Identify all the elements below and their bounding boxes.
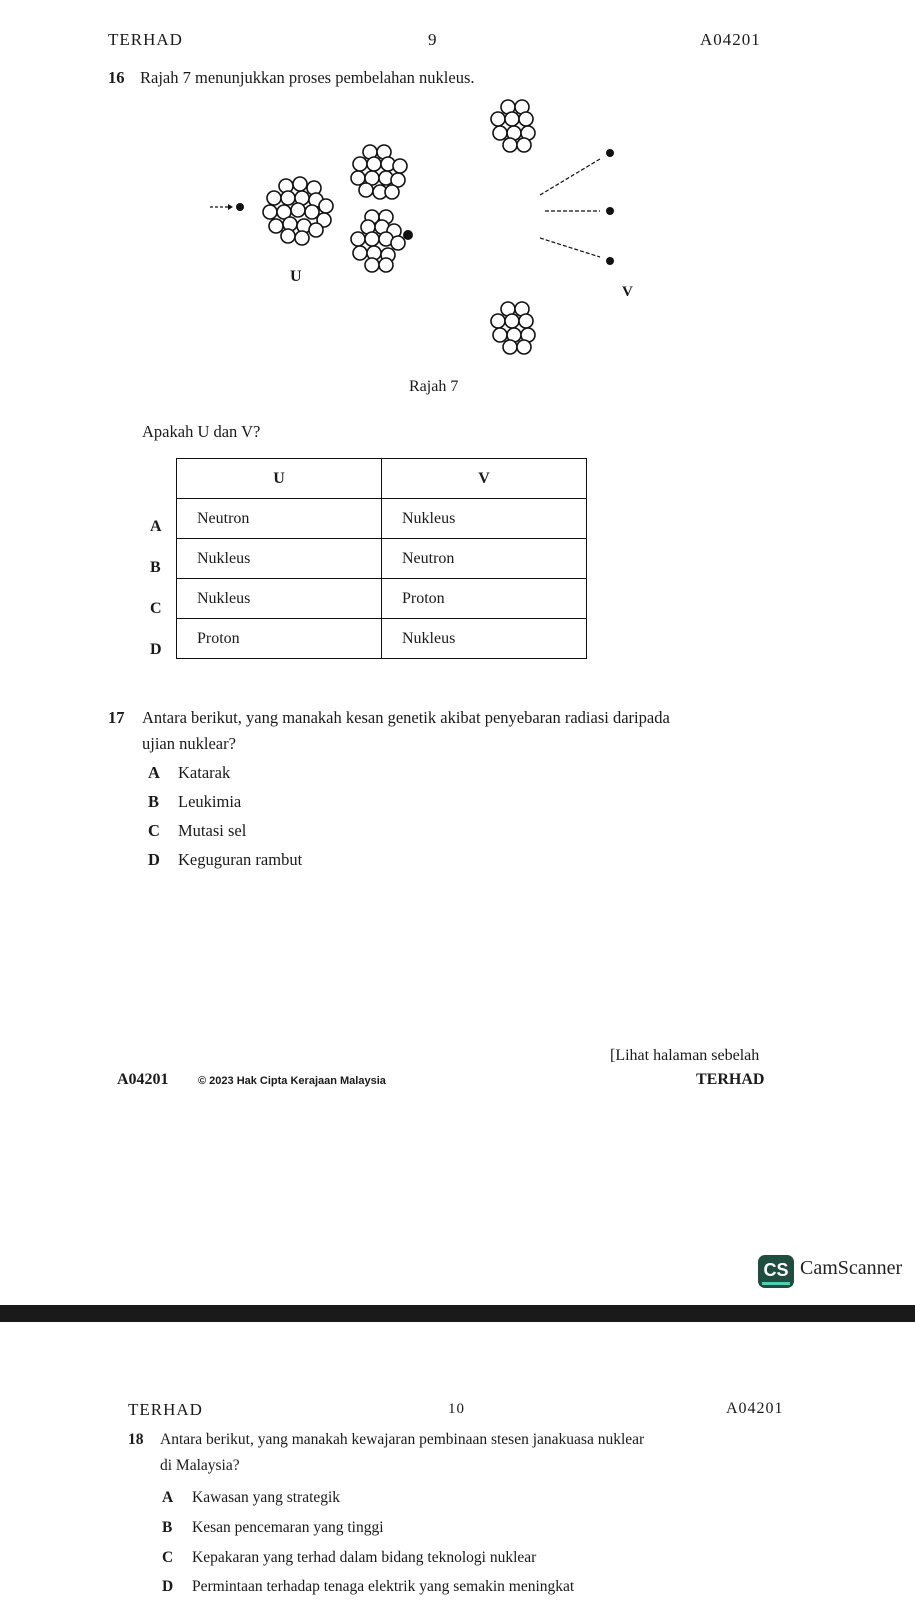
fission-diagram [200,95,660,375]
option-a [162,1489,340,1507]
option-c [162,1549,536,1567]
table-row [177,499,587,539]
option-text: Leukimia [178,792,242,811]
option-d [162,1578,574,1596]
table-cell-v: Nukleus [382,619,587,659]
answer-table [176,458,587,659]
option-text: Kesan pencemaran yang tinggi [192,1519,384,1536]
table-row [177,539,587,579]
option-text: Kepakaran yang terhad dalam bidang teknologi nuklear [192,1549,537,1566]
footer-copyright: © 2023 Hak Cipta Kerajaan Malaysia [198,1075,386,1087]
label-u: U [290,268,302,285]
table-header-v: V [382,459,587,499]
option-letter: D [162,1578,174,1595]
table-cell-u: Nukleus [177,579,382,619]
option-letter: A [150,518,162,535]
table-cell-u: Proton [177,619,382,659]
option-text: Keguguran rambut [178,850,303,869]
option-text: Permintaan terhadap tenaga elektrik yang semakin meningkat [192,1578,575,1595]
question-stem: Rajah 7 menunjukkan proses pembelahan nukleus. [140,68,475,87]
label-v: V [622,284,633,300]
question-stem-line2: ujian nuklear? [142,734,236,753]
question-stem-line1: Antara berikut, yang manakah kesan genetik akibat penyebaran radiasi daripada [142,708,670,727]
nucleus-u [263,177,333,245]
option-letter: D [150,641,162,658]
emitted-neutron-1 [606,149,614,157]
option-c [148,821,246,841]
page-header-right: A04201 [700,30,761,49]
table-cell-v: Proton [382,579,587,619]
question-number: 16 [108,68,125,87]
table-header-row [177,459,587,499]
page-header-left: TERHAD [128,1400,203,1419]
fragment-top [491,100,535,152]
page-number: 9 [428,30,438,49]
table-row [177,579,587,619]
option-letter: B [150,559,161,576]
option-b [162,1519,384,1537]
question-prompt: Apakah U dan V? [142,422,261,441]
option-letter: C [150,600,162,617]
option-letter: C [162,1549,174,1566]
emitted-neutron-3 [606,257,614,265]
question-stem-line1: Antara berikut, yang manakah kewajaran pembinaan stesen janakuasa nuklear [160,1431,645,1448]
table-cell-u: Neutron [177,499,382,539]
option-letter: A [148,763,160,782]
footer-next-page: [Lihat halaman sebelah [610,1047,760,1064]
emitted-neutron-2 [606,207,614,215]
option-letter: D [148,850,160,869]
camscanner-logo: CS [758,1255,794,1288]
question-17 [108,708,773,728]
table-cell-v: Nukleus [382,499,587,539]
incoming-neutron [236,203,244,211]
splitting-nucleus-top [351,145,407,199]
option-text: Kawasan yang strategik [192,1489,341,1506]
footer-code: A04201 [117,1071,169,1088]
page-header-right: A04201 [726,1400,784,1417]
question-number: 18 [128,1431,144,1448]
page-divider [0,1305,915,1322]
table-header-u: U [177,459,382,499]
table-cell-u: Nukleus [177,539,382,579]
question-number: 17 [108,708,125,727]
diagram-caption: Rajah 7 [409,378,459,395]
table-cell-v: Neutron [382,539,587,579]
table-row [177,619,587,659]
fragment-bottom [491,302,535,354]
option-text: Katarak [178,763,231,782]
option-letter: A [162,1489,174,1506]
option-text: Mutasi sel [178,821,247,840]
option-d [148,850,302,870]
question-16 [108,68,475,88]
camscanner-text: CamScanner [800,1257,903,1279]
splitting-nucleus-bottom [351,220,405,272]
option-letter: B [162,1519,173,1536]
page-header-left: TERHAD [108,30,183,49]
neutron-path-1 [540,159,600,195]
neutron-path-3 [540,238,600,257]
page-number: 10 [448,1401,465,1417]
option-b [148,792,241,812]
footer-terhad: TERHAD [696,1071,765,1088]
absorbed-neutron [403,230,413,240]
option-letter: B [148,792,160,811]
option-a [148,763,230,783]
question-stem-line2: di Malaysia? [160,1457,240,1474]
option-letter: C [148,821,160,840]
question-18 [128,1431,644,1449]
